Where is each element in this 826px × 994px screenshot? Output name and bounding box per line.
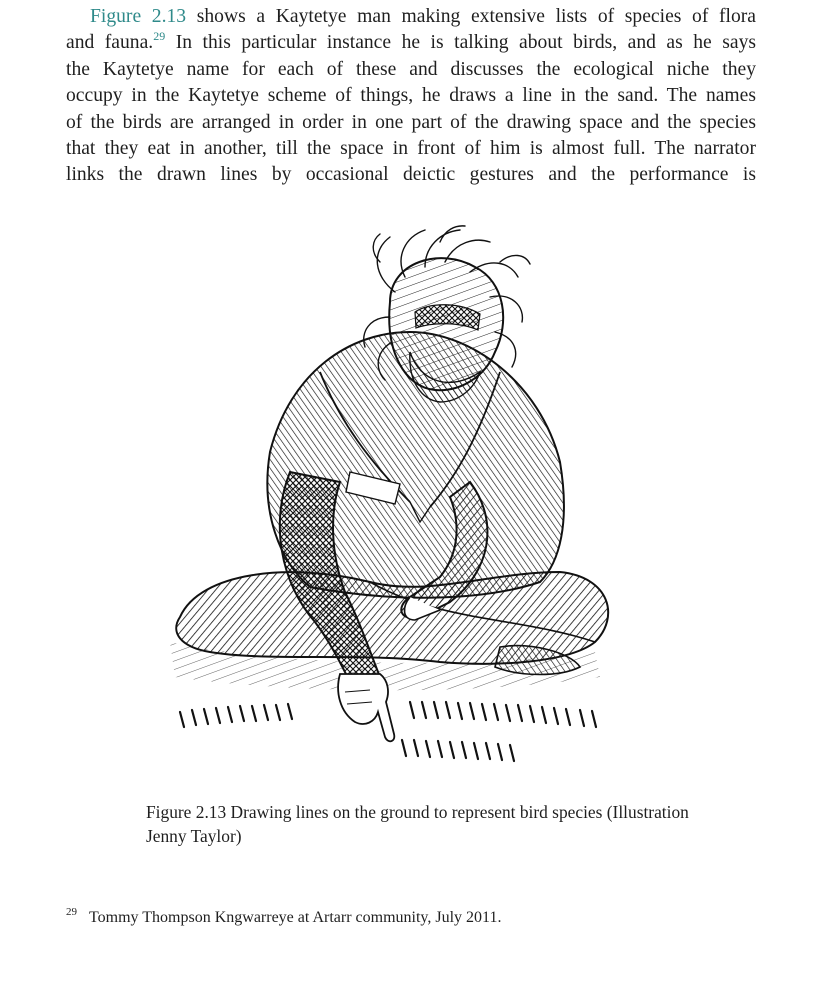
- figure-cross-reference-link[interactable]: Figure 2.13: [90, 6, 187, 27]
- body-paragraph: [66, 4, 756, 189]
- figure-caption-line-1: Figure 2.13 Drawing lines on the ground to represent bird species (Illustration: [146, 802, 689, 822]
- paragraph-line-4: occupy in the Kaytetye scheme of things, he draws a line in the sand. The names: [66, 85, 756, 107]
- paragraph-line-7: links the drawn lines by occasional deictic gestures and the performance is: [66, 164, 756, 186]
- paragraph-line-5: of the birds are arranged in order in one part of the drawing space and the species: [66, 111, 756, 133]
- ink-drawing-of-seated-man-icon: [140, 222, 620, 787]
- figure-caption: [146, 800, 766, 848]
- paragraph-line-1: [66, 4, 756, 30]
- footnote-number: 29: [66, 906, 77, 918]
- paragraph-line-2-text-b: In this particular instance he is talking about birds, and as he says: [165, 32, 756, 54]
- paragraph-line-1-text: shows a Kaytetye man making extensive lists of species of flora: [186, 6, 757, 27]
- paragraph-line-6: that they eat in another, till the space in front of him is almost full. The narrator: [66, 138, 756, 160]
- paragraph-line-3: the Kaytetye name for each of these and discusses the ecological niche they: [66, 58, 756, 80]
- figure-caption-line-2: Jenny Taylor): [146, 826, 242, 846]
- footnote-reference-link[interactable]: 29: [153, 29, 166, 44]
- footnote: [66, 907, 766, 929]
- paragraph-line-2-text-a: and fauna.: [66, 32, 154, 54]
- footnote-text: Tommy Thompson Kngwarreye at Artarr community, July 2011.: [89, 909, 502, 926]
- figure-illustration: [140, 222, 620, 787]
- paragraph-line-2: [66, 30, 756, 56]
